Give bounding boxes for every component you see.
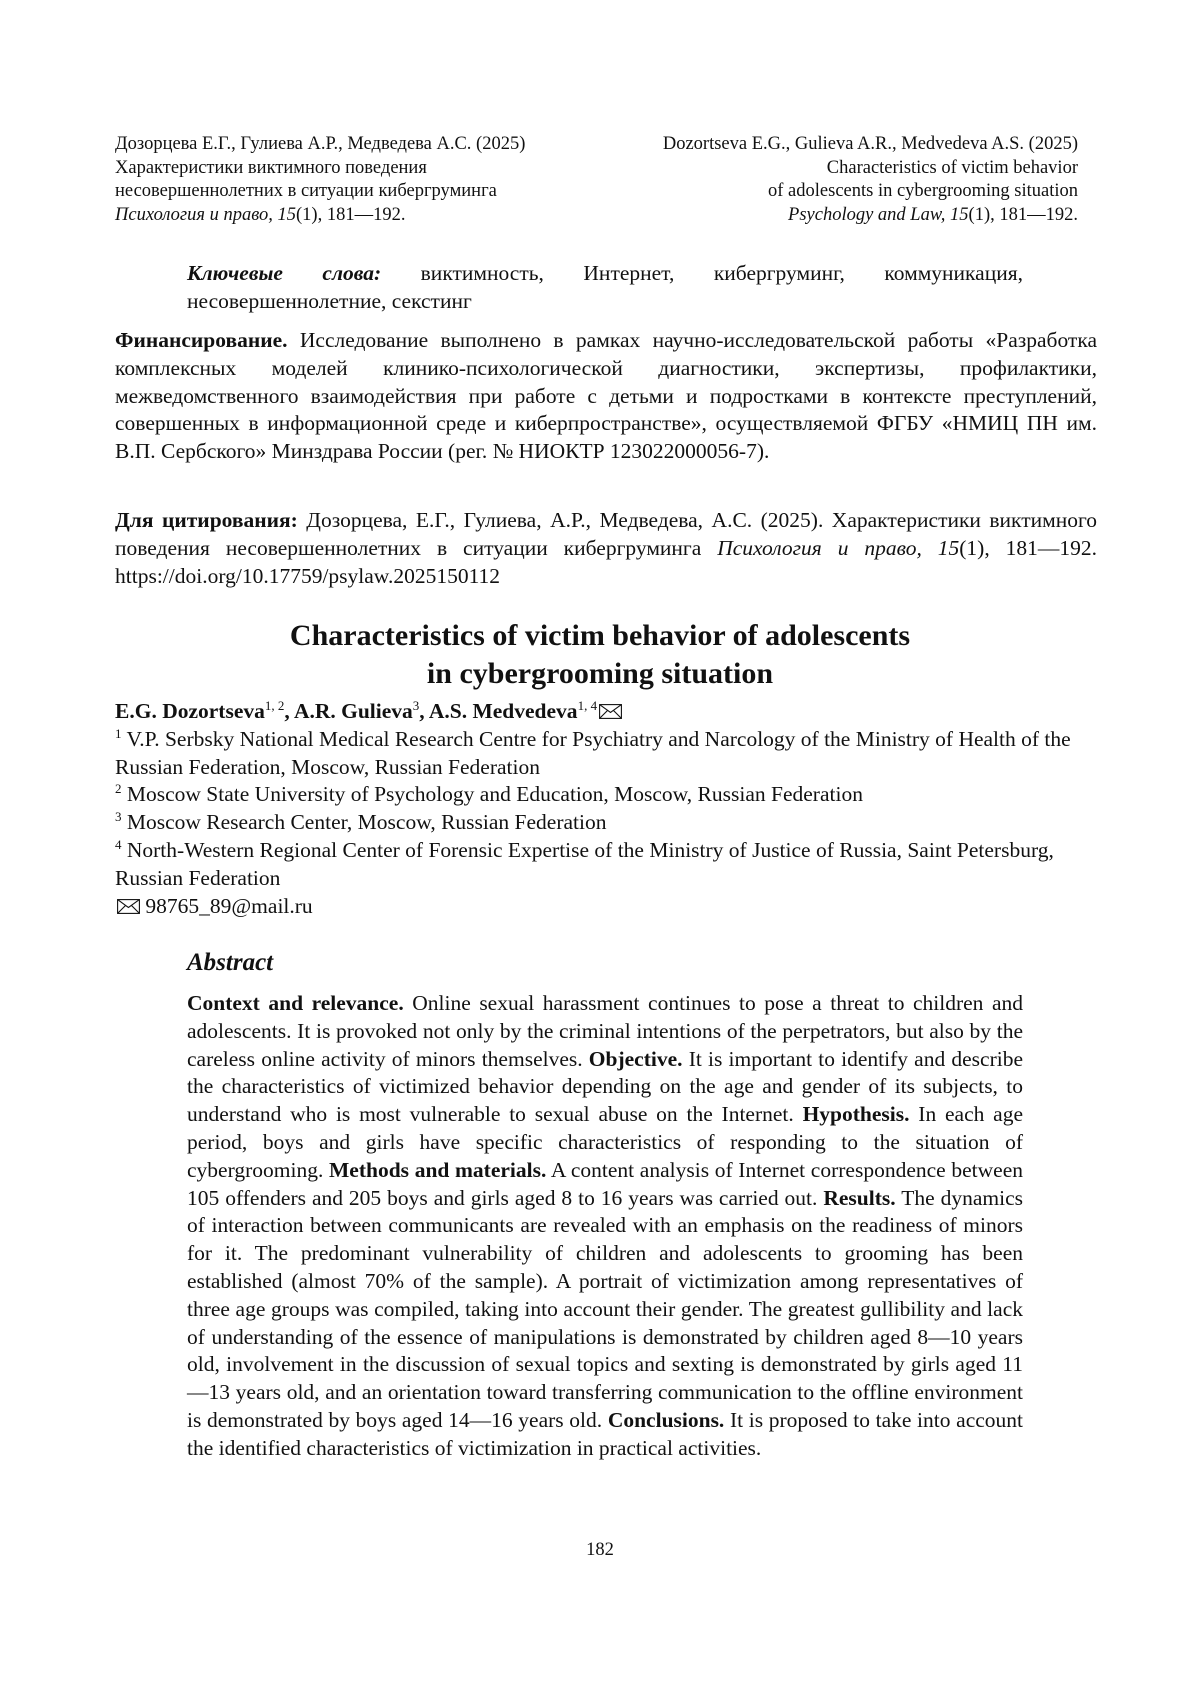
funding: [115, 327, 1097, 466]
keywords: [187, 260, 1023, 316]
title-line: Characteristics of victim behavior of adolescents: [289, 619, 911, 652]
abstract-body: [187, 990, 1023, 1463]
affiliation: [115, 837, 1097, 893]
header-ru-line: несовершеннолетних в ситуации кибергруминга: [115, 181, 497, 201]
author-name: , A.S. Medvedeva: [419, 699, 578, 723]
abstract-methods-text: A content analysis of Internet correspondence between 105 offenders and 205 boys and girls aged 8 to 16 years was carried out.: [187, 1157, 1023, 1210]
funding-text: Исследование выполнено в рамках научно-исследовательской работы «Разработка комплексных моделей клинико-психологической диагностики, экспертизы, профилактики, межведомственного взаимодействия при работе с детьми и подростками в контексте преступлений, совершенных в информационной среде и киберпространстве», осуществляемой ФГБУ «НМИЦ ПН им. В.П. Сербского» Минздрава России (рег. № НИОКТР 123022000056-7).: [115, 328, 1097, 464]
affiliation-text: V.P. Serbsky National Medical Research Centre for Psychiatry and Narcology of the Ministry of Health of the Russian Federation, Moscow, Russian Federation: [115, 726, 1071, 779]
author-name: , A.R. Gulieva: [284, 699, 413, 723]
header-ru-issue: (1), 181—192.: [296, 204, 406, 225]
header-en-journal-line: [663, 204, 1078, 228]
citation: [115, 507, 1097, 590]
header-en-line: Dozortseva E.G., Gulieva A.R., Medvedeva A.S. (2025): [662, 134, 1078, 154]
abstract-objective-text: It is important to identify and describe the characteristics of victimized behavior depending on the age and gender of its subjects, to understand who is most vulnerable to sexual abuse on the Internet.: [187, 1046, 1024, 1127]
citation-rest: (1), 181—192. https://doi.org/10.17759/psylaw.2025150112: [115, 535, 1098, 588]
affiliation-num: 2: [115, 781, 122, 797]
abstract-methods-label: Methods and materials.: [329, 1157, 547, 1182]
abstract-conclusions-text: It is proposed to take into account the identified characteristics of victimization in practical activities.: [187, 1407, 1024, 1460]
header-en-journal: Psychology and Law,: [788, 204, 946, 225]
author-affil-sup: 1, 4: [577, 698, 598, 713]
abstract-conclusions-label: Conclusions.: [607, 1407, 725, 1432]
header-en-line: Characteristics of victim behavior: [826, 157, 1078, 178]
header-ru-line: Характеристики виктимного поведения: [115, 157, 427, 178]
citation-label: Для цитирования:: [115, 508, 298, 532]
page-number: 182: [586, 1540, 614, 1560]
email-address[interactable]: 98765_89@mail.ru: [145, 893, 313, 918]
authors-block: [115, 698, 1097, 920]
header-ru-line: Дозорцева Е.Г., Гулиева А.Р., Медведева А.С. (2025): [115, 134, 526, 154]
header-ru-journal: Психология и право,: [115, 204, 273, 225]
citation-text: Дозорцева, Е.Г., Гулиева, А.Р., Медведева, А.С. (2025). Характеристики виктимного поведения несовершеннолетних в ситуации кибергруминга: [115, 508, 1098, 560]
authors-line: [115, 698, 1097, 726]
abstract-context-text: Online sexual harassment continues to pose a threat to children and adolescents. It is provoked not only by the criminal intentions of the perpetrators, but also by the careless online activity of minors themselves.: [187, 991, 1023, 1071]
affiliation-text: Moscow State University of Psychology and Education, Moscow, Russian Federation: [126, 782, 863, 807]
abstract-results-text: The dynamics of interaction between communicants are revealed with an emphasis on the readiness of minors for it. The predominant vulnerability of children and adolescents to grooming has been established (almost 70% of the sample). A portrait of victimization among representatives of three age groups was compiled, taking into account their gender. The greatest gullibility and lack of understanding of the essence of manipulations is demonstrated by children aged 8—10 years old, involvement in the discussion of sexual topics and sexting is demonstrated by girls aged 11—13 years old, and an orientation toward transferring communication to the offline environment is demonstrated by boys aged 14—16 years old.: [187, 1185, 1023, 1432]
envelope-icon: [117, 899, 140, 914]
abstract-results-label: Results.: [823, 1185, 896, 1210]
title-line: in cybergrooming situation: [426, 657, 774, 690]
affiliation: [115, 809, 1097, 837]
citation-journal: Психология и право,: [717, 535, 922, 560]
running-header: [115, 133, 1078, 227]
abstract-context-label: Context and relevance.: [187, 991, 404, 1015]
running-header-ru: [115, 133, 525, 227]
abstract-objective-label: Objective.: [588, 1046, 683, 1071]
keywords-text: виктимность, Интернет, кибергруминг, коммуникация, несовершеннолетние, секстинг: [187, 261, 1023, 313]
author-affil-sup: 3: [412, 698, 420, 713]
running-header-en: [663, 133, 1078, 227]
affiliation: [115, 781, 1097, 809]
citation-volume: 15: [937, 535, 960, 560]
envelope-icon: [599, 704, 622, 719]
article-title: [150, 617, 1050, 693]
affiliation-num: 1: [115, 725, 122, 741]
email-line: [115, 893, 1097, 921]
header-en-issue: (1), 181—192.: [968, 204, 1078, 225]
keywords-label: Ключевые слова:: [187, 261, 382, 285]
header-ru-journal-line: [115, 204, 525, 228]
author-name: E.G. Dozortseva: [115, 699, 265, 723]
abstract-heading: Abstract: [187, 949, 274, 976]
header-en-volume: 15: [950, 204, 969, 225]
author-affil-sup: 1, 2: [264, 698, 285, 713]
header-ru-volume: 15: [277, 204, 297, 225]
header-en-line: of adolescents in cybergrooming situation: [768, 181, 1078, 201]
affiliation: [115, 726, 1097, 782]
abstract-hypothesis-text: In each age period, boys and girls have specific characteristics of responding to the situation of cybergrooming.: [187, 1102, 1024, 1182]
funding-label: Финансирование.: [115, 328, 288, 352]
abstract-hypothesis-label: Hypothesis.: [802, 1102, 910, 1127]
affiliation-text: North-Western Regional Center of Forensic Expertise of the Ministry of Justice of Russia, Saint Petersburg, Russian Federation: [115, 837, 1054, 890]
affiliation-num: 4: [115, 836, 122, 852]
affiliation-num: 3: [115, 809, 122, 825]
affiliation-text: Moscow Research Center, Moscow, Russian Federation: [126, 810, 607, 835]
